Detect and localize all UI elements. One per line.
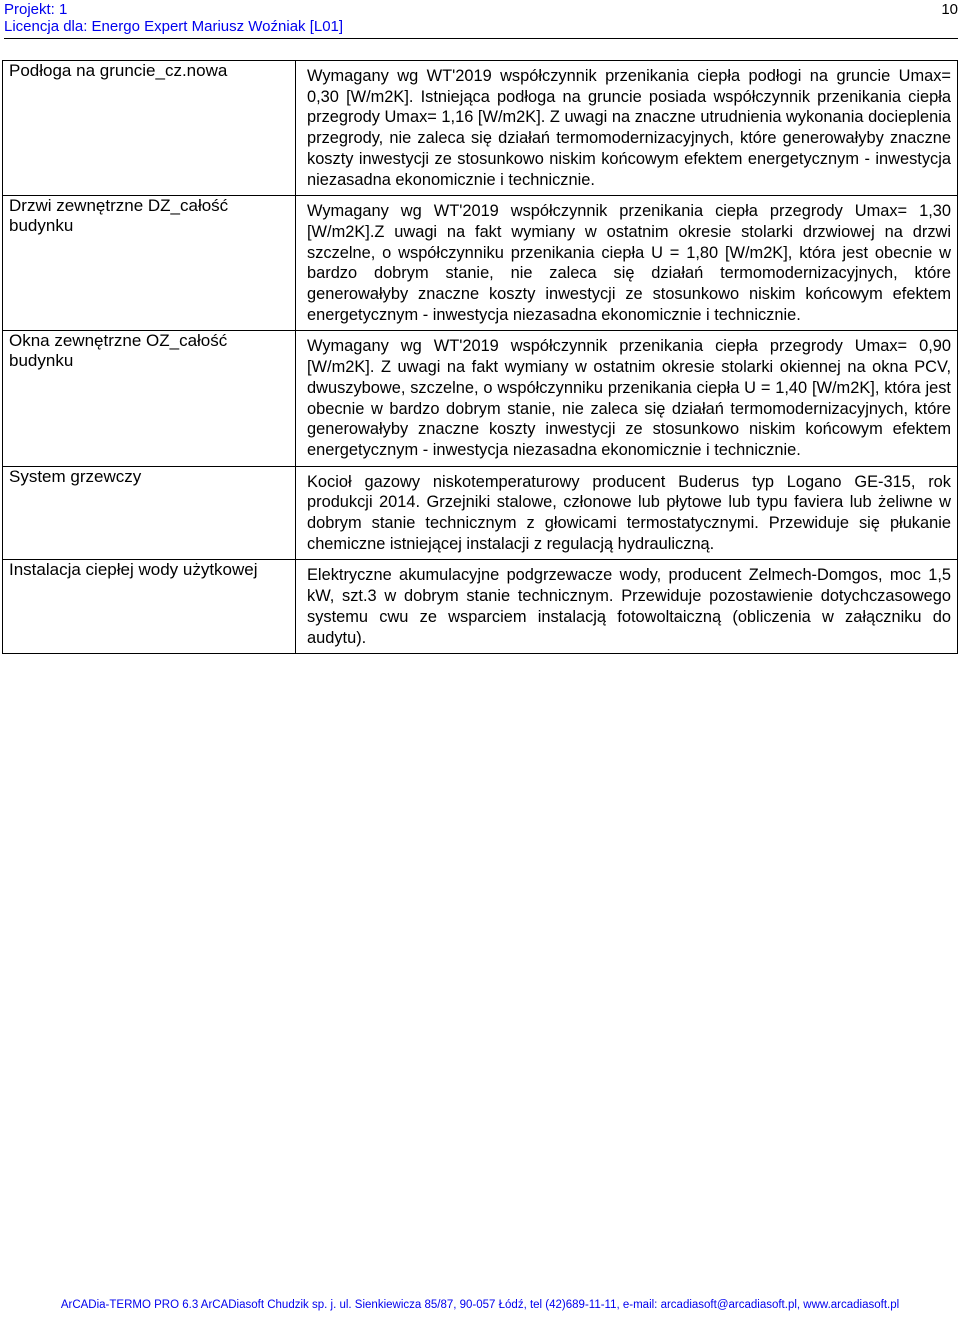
project-title: Projekt: 1 [4,1,68,18]
description-paragraph: Wymagany wg WT'2019 współczynnik przenikania ciepła podłogi na gruncie Umax= 0,30 [W/m2K]. Istniejąca podłoga na gruncie posiada współczynnik przenikania ciepła przegrody Umax= 1,16 [W/m2K]. Z uwagi na znaczne utrudnienia wykonania docieplenia przegrody, nie zaleca się działań termomodernizacyjnych, które generowałyby znaczne koszty inwestycji ze stosunkowo niskim końcowym efektem energetycznym - inwestycja niezasadna ekonomicznie i technicznie. [307,67,951,189]
row-description [296,331,958,466]
description-paragraph: Kocioł gazowy niskotemperaturowy producent Buderus typ Logano GE-315, rok produkcji 2014. Grzejniki stalowe, członowe lub płytowe lub typu faviera lub żeliwne w dobrym stanie technicznym z głowicami termostatycznymi. Przewiduje się płukanie chemiczne istniejącej instalacji z regulacją hydrauliczną. [307,472,951,553]
table-row [3,331,958,466]
header-divider [4,38,958,39]
description-paragraph: Wymagany wg WT'2019 współczynnik przenikania ciepła przegrody Umax= 1,30 [W/m2K].Z uwagi na fakt wymiany w ostatnim okresie stolarki drzwiowej na drzwi szczelne, o współczynniku przenikania ciepła U = 1,80 [W/m2K], która jest obecnie w bardzo dobrym stanie, nie zaleca się działań termomodernizacyjnych, które generowałyby znaczne koszty inwestycji ze stosunkowo niskim końcowym efektem energetycznym - inwestycja niezasadna ekonomicznie i technicznie. [307,202,951,324]
row-description [296,560,958,654]
row-label: Instalacja ciepłej wody użytkowej [3,560,296,654]
table-row [3,61,958,196]
row-description [296,196,958,331]
row-description [296,61,958,196]
table-row [3,196,958,331]
license-line: Licencja dla: Energo Expert Mariusz Woźniak [L01] [4,18,344,35]
row-label: System grzewczy [3,466,296,560]
row-label: Okna zewnętrzne OZ_całość budynku [3,331,296,466]
page-header [4,0,958,39]
description-paragraph: Elektryczne akumulacyjne podgrzewacze wody, producent Zelmech-Domgos, moc 1,5 kW, szt.3 w dobrym stanie technicznym. Przewiduje pozostawienie dotychczasowego systemu cwu ze wsparciem instalacją fotowoltaiczną (obliczenia w załączniku do audytu). [307,566,951,647]
page-number: 10 [941,1,958,18]
table-row [3,466,958,560]
row-label: Drzwi zewnętrzne DZ_całość budynku [3,196,296,331]
row-label: Podłoga na gruncie_cz.nowa [3,61,296,196]
row-description [296,466,958,560]
description-paragraph: Wymagany wg WT'2019 współczynnik przenikania ciepła przegrody Umax= 0,90 [W/m2K]. Z uwagi na fakt wymiany w ostatnim okresie stolarki okiennej na okna PCV, dwuszybowe, szczelne, o współczynniku przenikania ciepła U = 1,40 [W/m2K], która jest obecnie w bardzo dobrym stanie, nie zaleca się działań termomodernizacyjnych, które generowałyby znaczne koszty inwestycji ze stosunkowo niskim końcowym efektem energetycznym - inwestycja niezasadna ekonomicznie i technicznie. [307,337,951,459]
recommendations-table [2,60,958,654]
table-row [3,560,958,654]
page-footer: ArCADia-TERMO PRO 6.3 ArCADiasoft Chudzik sp. j. ul. Sienkiewicza 85/87, 90-057 Łódź, tel (42)689-11-11, e-mail: arcadiasoft@arcadiasoft.pl, www.arcadiasoft.pl [60,1299,900,1311]
